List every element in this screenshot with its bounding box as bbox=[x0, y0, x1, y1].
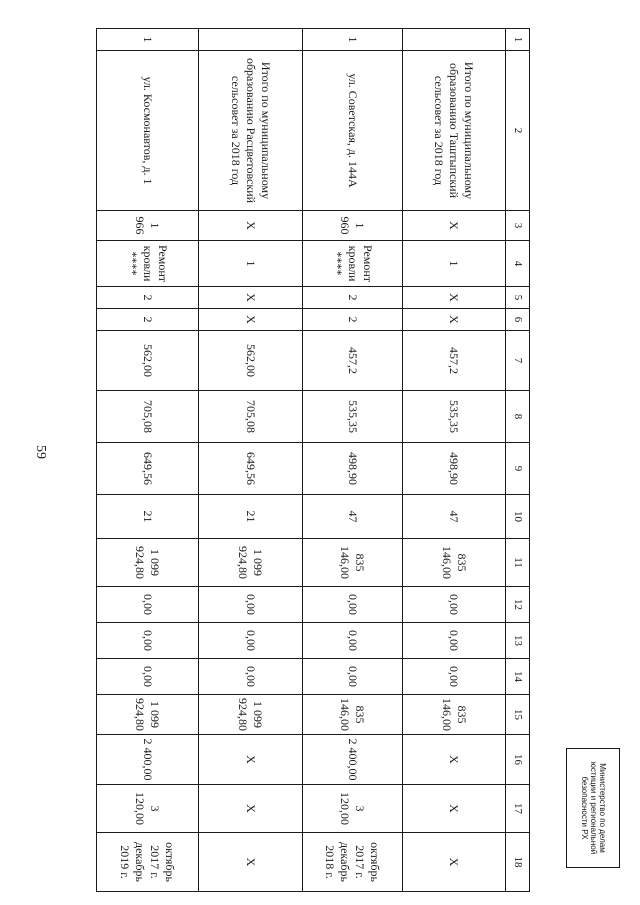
table-row bbox=[199, 29, 303, 892]
column-number: 5 bbox=[506, 287, 530, 309]
column-number: 7 bbox=[506, 331, 530, 391]
table-cell: 1 bbox=[199, 241, 303, 287]
table-cell: 498,90 bbox=[303, 443, 403, 495]
table-cell: X bbox=[403, 211, 506, 241]
table-cell bbox=[403, 29, 506, 51]
column-number: 9 bbox=[506, 443, 530, 495]
table-cell: 0,00 bbox=[303, 587, 403, 623]
column-number: 11 bbox=[506, 539, 530, 587]
table-cell: 835 146,00 bbox=[403, 695, 506, 735]
table-cell: 535,35 bbox=[303, 391, 403, 443]
table-cell: ул. Космонавтов, д. 1 bbox=[97, 51, 199, 211]
column-number: 6 bbox=[506, 309, 530, 331]
table-cell: Ремонт кровли **** bbox=[303, 241, 403, 287]
column-number: 1 bbox=[506, 29, 530, 51]
table-row bbox=[403, 29, 506, 892]
table-cell: X bbox=[199, 735, 303, 785]
table-cell: X bbox=[403, 735, 506, 785]
table-cell: 2 bbox=[97, 309, 199, 331]
table-cell: 0,00 bbox=[403, 587, 506, 623]
table-cell: 21 bbox=[97, 495, 199, 539]
column-number: 3 bbox=[506, 211, 530, 241]
table-cell: 2 bbox=[97, 287, 199, 309]
column-number: 2 bbox=[506, 51, 530, 211]
table-cell: 0,00 bbox=[199, 659, 303, 695]
table-cell: 835 146,00 bbox=[403, 539, 506, 587]
registration-stamp bbox=[566, 748, 620, 868]
table-cell: X bbox=[199, 833, 303, 892]
column-number: 4 bbox=[506, 241, 530, 287]
table-cell: 0,00 bbox=[303, 659, 403, 695]
column-number: 16 bbox=[506, 735, 530, 785]
column-number-row bbox=[506, 29, 530, 892]
table-cell: X bbox=[403, 785, 506, 833]
table-cell: 0,00 bbox=[199, 587, 303, 623]
table-cell: 2 bbox=[303, 309, 403, 331]
table-cell: 705,08 bbox=[199, 391, 303, 443]
table-cell: 2 400,00 bbox=[97, 735, 199, 785]
table-cell: X bbox=[199, 287, 303, 309]
table-cell: X bbox=[199, 211, 303, 241]
column-number: 18 bbox=[506, 833, 530, 892]
table-cell: X bbox=[199, 309, 303, 331]
table-cell: октябрь 2017 г. декабрь 2018 г. bbox=[303, 833, 403, 892]
table-cell: 0,00 bbox=[303, 623, 403, 659]
table-cell: 1 bbox=[97, 29, 199, 51]
table-cell: 1 099 924,80 bbox=[199, 695, 303, 735]
table-cell: 835 146,00 bbox=[303, 695, 403, 735]
table-cell: 3 120,00 bbox=[97, 785, 199, 833]
table-cell bbox=[199, 29, 303, 51]
table-cell: X bbox=[403, 833, 506, 892]
table-cell: 1 099 924,80 bbox=[97, 539, 199, 587]
column-number: 14 bbox=[506, 659, 530, 695]
table-cell: 0,00 bbox=[403, 659, 506, 695]
table-cell: 649,56 bbox=[97, 443, 199, 495]
table-cell: X bbox=[199, 785, 303, 833]
table-cell: ул. Советская, д. 144А bbox=[303, 51, 403, 211]
table-cell: 1 966 bbox=[97, 211, 199, 241]
column-number: 12 bbox=[506, 587, 530, 623]
table-cell: 649,56 bbox=[199, 443, 303, 495]
table-cell: 562,00 bbox=[199, 331, 303, 391]
column-number: 8 bbox=[506, 391, 530, 443]
table-cell: 498,90 bbox=[403, 443, 506, 495]
table-cell: 1 960 bbox=[303, 211, 403, 241]
table-cell: X bbox=[403, 309, 506, 331]
table-cell: 0,00 bbox=[97, 587, 199, 623]
table-row bbox=[303, 29, 403, 892]
table-cell: 0,00 bbox=[403, 623, 506, 659]
stamp-text: Министерство по делам юстиции и региональной безопасности РХ bbox=[579, 761, 607, 855]
data-table-wrapper bbox=[97, 28, 530, 882]
table-cell: 457,2 bbox=[303, 331, 403, 391]
table-cell: X bbox=[403, 287, 506, 309]
page-number: 59 bbox=[33, 445, 48, 459]
column-number: 10 bbox=[506, 495, 530, 539]
table-cell: 21 bbox=[199, 495, 303, 539]
table-cell: Итого по муниципальному образованию Таштыпский сельсовет за 2018 год bbox=[403, 51, 506, 211]
table-cell: 1 099 924,80 bbox=[199, 539, 303, 587]
table-cell: Ремонт кровли **** bbox=[97, 241, 199, 287]
table-cell: 835 146,00 bbox=[303, 539, 403, 587]
table-cell: 562,00 bbox=[97, 331, 199, 391]
table-cell: 2 bbox=[303, 287, 403, 309]
table-cell: 1 bbox=[303, 29, 403, 51]
table-cell: 1 bbox=[403, 241, 506, 287]
column-number: 17 bbox=[506, 785, 530, 833]
data-table bbox=[96, 28, 530, 892]
table-cell: Итого по муниципальному образованию Расцветовский сельсовет за 2018 год bbox=[199, 51, 303, 211]
table-cell: 3 120,00 bbox=[303, 785, 403, 833]
table-cell: 47 bbox=[403, 495, 506, 539]
table-cell: 0,00 bbox=[199, 623, 303, 659]
table-cell: 1 099 924,80 bbox=[97, 695, 199, 735]
table-cell: 47 bbox=[303, 495, 403, 539]
table-cell: 0,00 bbox=[97, 623, 199, 659]
column-number: 13 bbox=[506, 623, 530, 659]
table-row bbox=[97, 29, 199, 892]
table-cell: 0,00 bbox=[97, 659, 199, 695]
table-cell: 457,2 bbox=[403, 331, 506, 391]
table-cell: 705,08 bbox=[97, 391, 199, 443]
table-cell: 535,35 bbox=[403, 391, 506, 443]
table-cell: октябрь 2017 г. декабрь 2019 г. bbox=[97, 833, 199, 892]
table-cell: 2 400,00 bbox=[303, 735, 403, 785]
column-number: 15 bbox=[506, 695, 530, 735]
